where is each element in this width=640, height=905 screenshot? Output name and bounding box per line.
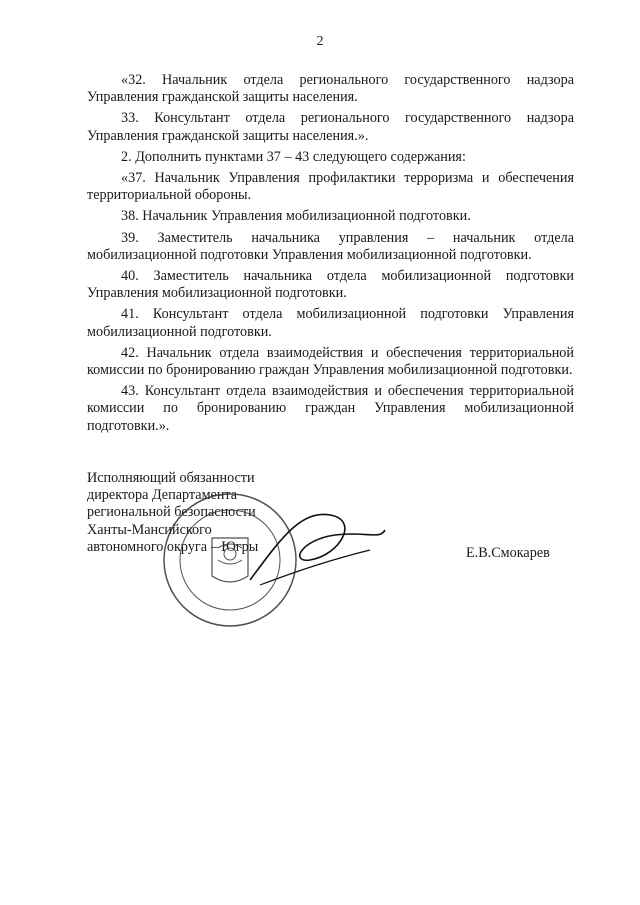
document-body <box>87 72 574 439</box>
paragraph: «32. Начальник отдела регионального государственного надзора Управления гражданской защиты населения. <box>87 72 574 106</box>
signature-icon <box>240 500 390 600</box>
paragraph: 41. Консультант отдела мобилизационной подготовки Управления мобилизационной подготовки. <box>87 306 574 340</box>
paragraph: 33. Консультант отдела регионального государственного надзора Управления гражданской защиты населения.». <box>87 110 574 144</box>
paragraph: 2. Дополнить пунктами 37 – 43 следующего содержания: <box>121 148 466 165</box>
paragraph: 38. Начальник Управления мобилизационной подготовки. <box>121 208 471 225</box>
paragraph: 42. Начальник отдела взаимодействия и обеспечения территориальной комиссии по бронированию граждан Управления мобилизационной подготовки. <box>87 344 574 379</box>
signatory-line: Исполняющий обязанности <box>87 470 255 486</box>
paragraph: 43. Консультант отдела взаимодействия и обеспечения территориальной комиссии по бронированию граждан Управления мобилизационной подготовки.». <box>87 383 574 434</box>
paragraph: «37. Начальник Управления профилактики терроризма и обеспечения территориальной обороны. <box>87 170 574 204</box>
signatory-line: региональной безопасности <box>87 504 256 521</box>
signatory-name: Е.В.Смокарев <box>466 545 550 561</box>
paragraph: 39. Заместитель начальника управления – начальник отдела мобилизационной подготовки Управления мобилизационной подготовки. <box>87 229 574 263</box>
page-number: 2 <box>316 34 324 49</box>
signatory-line: автономного округа – Югры <box>87 538 259 555</box>
paragraph: 40. Заместитель начальника отдела мобилизационной подготовки Управления мобилизационной подготовки. <box>87 268 574 302</box>
signatory-line: директора Департамента <box>87 487 238 504</box>
signatory-line: Ханты-Мансийского <box>87 521 212 538</box>
